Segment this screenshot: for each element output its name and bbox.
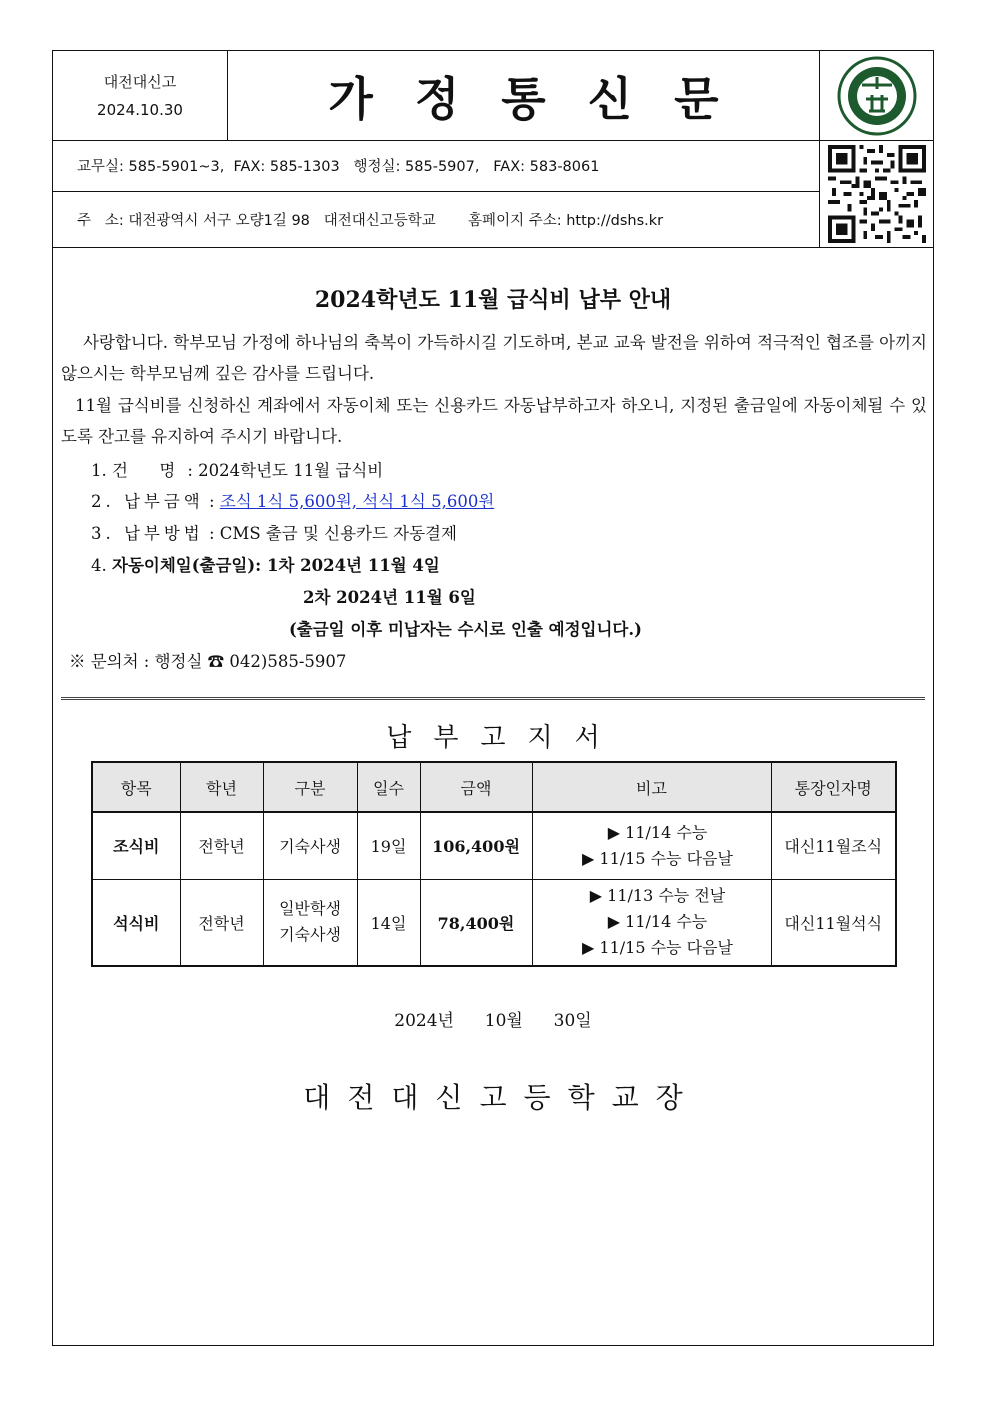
fee-days: 19일: [357, 812, 420, 879]
fee-grade: 전학년: [180, 879, 263, 966]
fee-item: 조식비: [92, 812, 180, 879]
fee-days: 14일: [357, 879, 420, 966]
fee-notes: ▶ 11/13 수능 전날 ▶ 11/14 수능 ▶ 11/15 수능 다음날: [532, 879, 771, 966]
fee-notes: ▶ 11/14 수능 ▶ 11/15 수능 다음날: [532, 812, 771, 879]
issue-date: 2024.10.30: [97, 100, 183, 119]
item-method-value: : CMS 출금 및 신용카드 자동결제: [209, 524, 457, 543]
table-header-cell: 금액: [420, 762, 532, 812]
item-subject-label: 1. 건 명: [91, 461, 176, 480]
table-header-cell: 통장인자명: [771, 762, 896, 812]
page-title: 가정통신문: [328, 71, 761, 126]
table-row: [92, 812, 896, 879]
item-method-label: 3. 납부방법: [91, 524, 204, 543]
table-header-cell: 비고: [532, 762, 771, 812]
item-amount-value: 조식 1식 5,600원, 석식 1식 5,600원: [219, 492, 495, 511]
fee-grade: 전학년: [180, 812, 263, 879]
school-emblem-icon: [836, 55, 918, 137]
table-header-cell: 구분: [263, 762, 357, 812]
fee-amount: 78,400원: [420, 879, 532, 966]
footer-date: 2024년 10월 30일: [394, 1011, 592, 1031]
qr-code-box: [819, 140, 934, 247]
address-info: 주 소: 대전광역시 서구 오량1길 98 대전대신고등학교 홈페이지 주소: http://dshs.kr: [77, 213, 664, 229]
qr-code-icon[interactable]: [828, 145, 926, 243]
header-divider: [53, 247, 933, 248]
item-method: [91, 518, 457, 549]
table-header-cell: 일수: [357, 762, 420, 812]
table-header-cell: 학년: [180, 762, 263, 812]
header-top-row: [53, 51, 819, 141]
contact-row: [53, 140, 819, 192]
school-logo-box: [819, 51, 934, 141]
document-frame: [52, 50, 934, 1346]
greeting-paragraph: 사랑합니다. 학부모님 가정에 하나님의 축복이 가득하시길 기도하며, 본교 교육 발전을 위하여 적극적인 협조를 아끼지 않으시는 학부모님께 깊은 감사를 드립니다.: [61, 333, 927, 383]
item-debit-date-second: 2차 2024년 11월 6일: [303, 588, 476, 607]
item-amount: 2. 납부금액 : 조식 1식 5,600원, 석식 1식 5,600원: [91, 492, 495, 511]
fee-amount: 106,400원: [420, 812, 532, 879]
section-divider: [61, 697, 925, 700]
fee-category: 일반학생 기숙사생: [263, 879, 357, 966]
table-row: [92, 879, 896, 966]
bill-title: 납부고지서: [386, 723, 622, 753]
fee-account-name: 대신11월조식: [771, 812, 896, 879]
fee-table: [91, 761, 897, 967]
item-debit-date: 4. 자동이체일(출금일): 1차 2024년 11월 4일: [91, 556, 440, 575]
item-amount-label: 2. 납부금액: [91, 492, 204, 511]
item-debit-note: (출금일 이후 미납자는 수시로 인출 예정입니다.): [289, 620, 642, 639]
school-name: 대전대신고: [103, 72, 177, 91]
fee-category: 기숙사생: [263, 812, 357, 879]
fee-item: 석식비: [92, 879, 180, 966]
inquiry-info: ※ 문의처 : 행정실 ☎ 042)585-5907: [69, 652, 347, 671]
school-date-box: [53, 51, 228, 140]
table-header-row: [92, 762, 896, 812]
contact-info: 교무실: 585-5901~3, FAX: 585-1303 행정실: 585-5907, FAX: 583-8061: [77, 159, 600, 175]
item-subject-value: : 2024학년도 11월 급식비: [187, 461, 384, 480]
notice-title: 2024학년도 11월 급식비 납부 안내: [314, 287, 672, 313]
item-subject: [91, 455, 383, 486]
principal-signature: 대전대신고등학교장: [303, 1081, 700, 1114]
fee-account-name: 대신11월석식: [771, 879, 896, 966]
payment-paragraph: 11월 급식비를 신청하신 계좌에서 자동이체 또는 신용카드 자동납부하고자 하오니, 지정된 출금일에 자동이체될 수 있도록 잔고를 유지하여 주시기 바랍니다.: [61, 396, 927, 446]
table-header-cell: 항목: [92, 762, 180, 812]
address-row: [53, 192, 819, 247]
item-debit-date-first: 자동이체일(출금일): 1차 2024년 11월 4일: [112, 556, 440, 575]
